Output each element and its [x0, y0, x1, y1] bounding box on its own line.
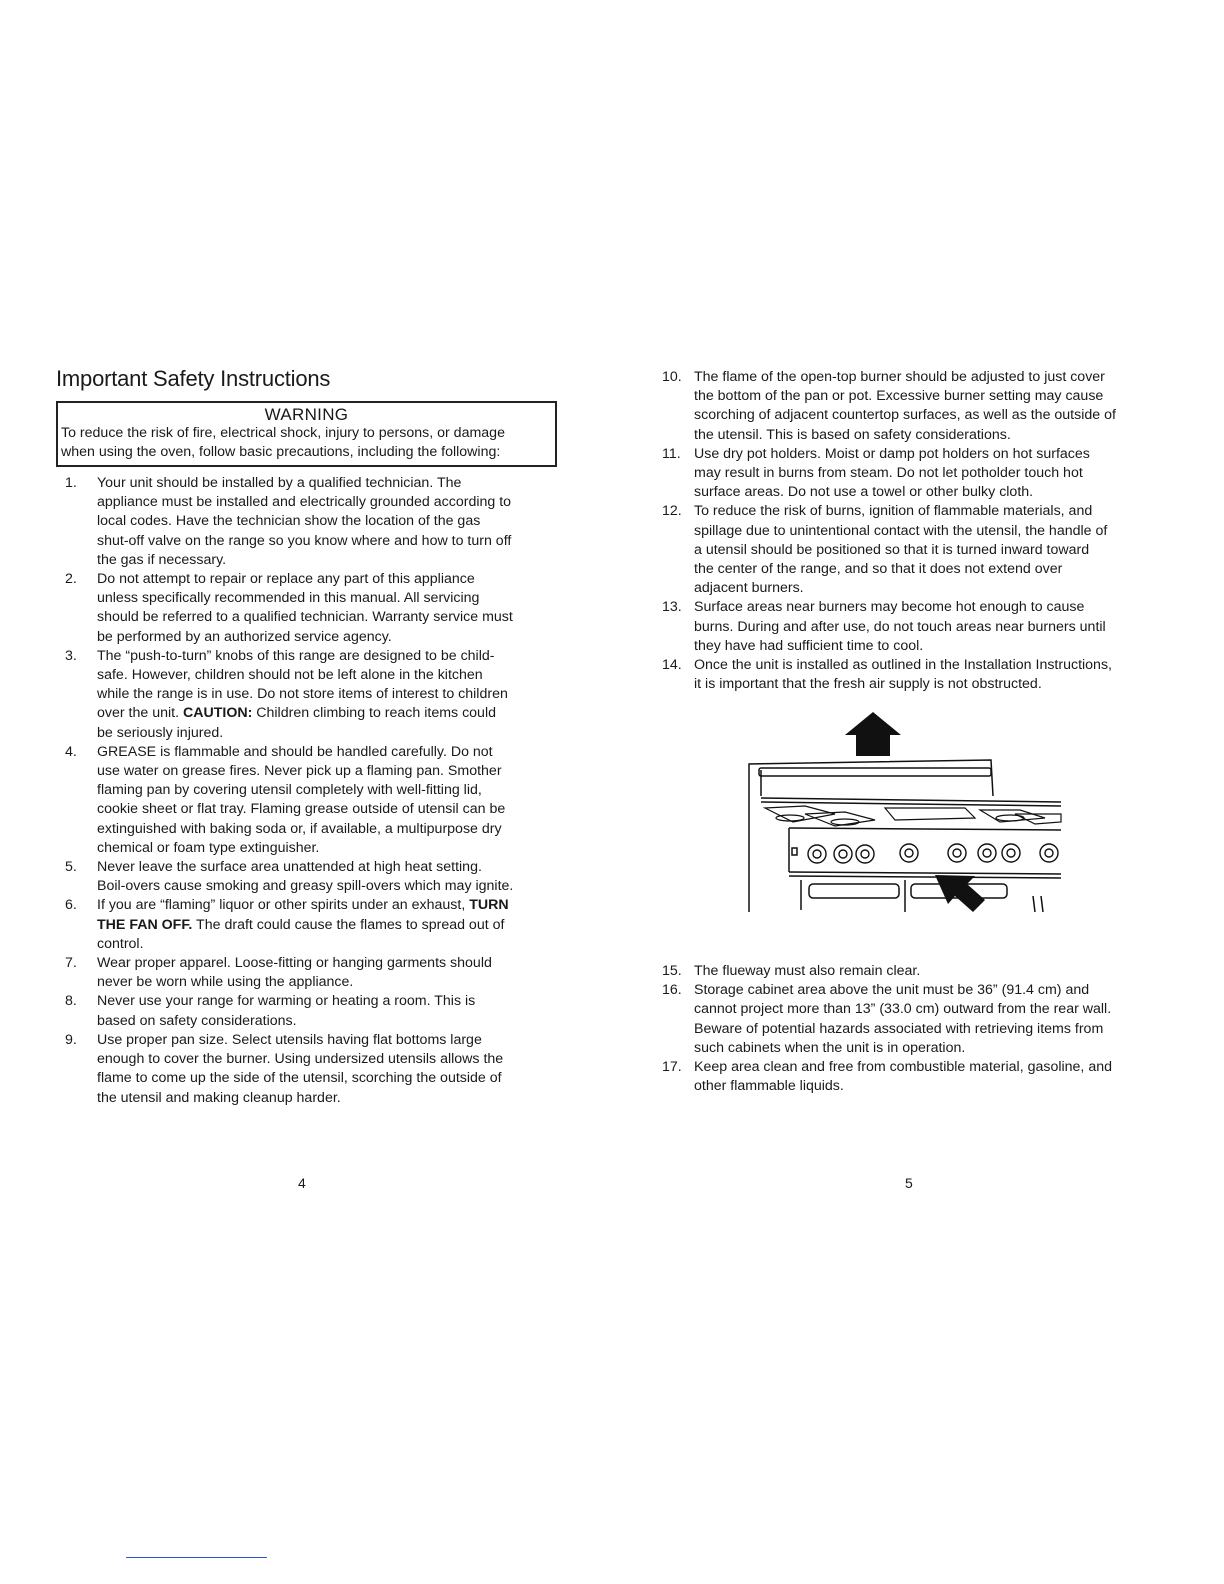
safety-list-right-bottom — [662, 962, 1162, 1096]
warning-heading: WARNING — [264, 405, 349, 424]
list-item: 14. Once the unit is installed as outlined in the Installation Instructions, it is important that the fresh air supply is not obstructed. — [662, 657, 1112, 693]
list-item: 3. The “push-to-turn” knobs of this range are designed to be child- safe. However, children should not be left alone in the kitchen while the range is in use. Do not store items of interest to children over the unit. CAUTION: Children climbing to reach items could be seriously injured. — [65, 647, 508, 741]
list-item: 10. The flame of the open-top burner should be adjusted to just cover the bottom of the pan or pot. Excessive burner setting may cause scorching of adjacent countertop surfaces, as well as the outside of the utensil. This is based on safety considerations. — [662, 369, 1116, 443]
list-item: 6. If you are “flaming” liquor or other spirits under an exhaust, TURN THE FAN OFF. The draft could cause the flames to spread out of control. — [65, 897, 509, 952]
range-airflow-illustration — [745, 710, 1065, 925]
list-item: 9. Use proper pan size. Select utensils having flat bottoms large enough to cover the burner. Using undersized utensils allows the flame to come up the side of the utensil, scorching the outside of the utensil and making cleanup harder. — [65, 1031, 504, 1106]
safety-list-left — [65, 474, 553, 1108]
page-number-left: 4 — [298, 1175, 306, 1191]
footer-rule — [126, 1557, 267, 1558]
up-arrow-icon — [845, 712, 901, 756]
safety-list-right-top — [662, 368, 1162, 694]
list-item: 2. Do not attempt to repair or replace any part of this appliance unless specifically recommended in this manual. All servicing should be referred to a qualified technician. Warranty service must be performed by an authorized service agency. — [65, 571, 513, 645]
page-title: Important Safety Instructions — [56, 366, 331, 391]
list-item: 12. To reduce the risk of burns, ignition of flammable materials, and spillage due to unintentional contact with the utensil, the handle of a utensil should be positioned so that it is turned inward toward the center of the range, and so that it does not extend over adjacent burners. — [662, 503, 1108, 597]
page-number-right: 5 — [905, 1175, 913, 1191]
warning-body: To reduce the risk of fire, electrical shock, injury to persons, or damage when using the oven, follow basic precautions, including the following: — [61, 425, 505, 460]
knob-icon — [808, 844, 1058, 863]
turn-fan-off-label: TURN THE FAN OFF. — [97, 897, 509, 933]
list-item: 5. Never leave the surface area unattended at high heat setting. Boil-overs cause smoking and greasy spill-overs which may ignite. — [65, 859, 514, 895]
list-item: 4. GREASE is flammable and should be handled carefully. Do not use water on grease fires. Never pick up a flaming pan. Smother flaming pan by covering utensil completely with well-fitting lid, cookie sheet or flat tray. Flaming grease outside of utensil can be extinguished with baking soda or, if available, a multipurpose dry chemical or foam type extinguisher. — [65, 743, 506, 856]
diagonal-arrow-icon — [935, 875, 985, 912]
list-item: 13. Surface areas near burners may become hot enough to cause burns. During and after use, do not touch areas near burners until they have had sufficient time to cool. — [662, 599, 1106, 654]
list-item: 7. Wear proper apparel. Loose-fitting or hanging garments should never be worn while using the appliance. — [65, 955, 492, 991]
list-item: 15. The flueway must also remain clear. — [662, 963, 921, 979]
list-item: 1. Your unit should be installed by a qualified technician. The appliance must be installed and electrically grounded according to local codes. Have the technician show the location of the gas shut-off valve on the range so you know where and how to turn off the gas if necessary. — [65, 475, 512, 568]
list-item: 17. Keep area clean and free from combustible material, gasoline, and other flammable liquids. — [662, 1059, 1112, 1095]
list-item: 11. Use dry pot holders. Moist or damp pot holders on hot surfaces may result in burns from steam. Do not let potholder touch hot surface areas. Do not use a towel or other bulky cloth. — [662, 445, 1090, 501]
caution-label: CAUTION: — [182, 705, 253, 722]
warning-box — [56, 401, 557, 467]
list-item: 8. Never use your range for warming or heating a room. This is based on safety considerations. — [65, 993, 476, 1029]
list-item: 16. Storage cabinet area above the unit must be 36” (91.4 cm) and cannot project more than 13” (33.0 cm) outward from the rear wall. Beware of potential hazards associated with retrieving items from such cabinets when the unit is in operation. — [662, 982, 1112, 1056]
